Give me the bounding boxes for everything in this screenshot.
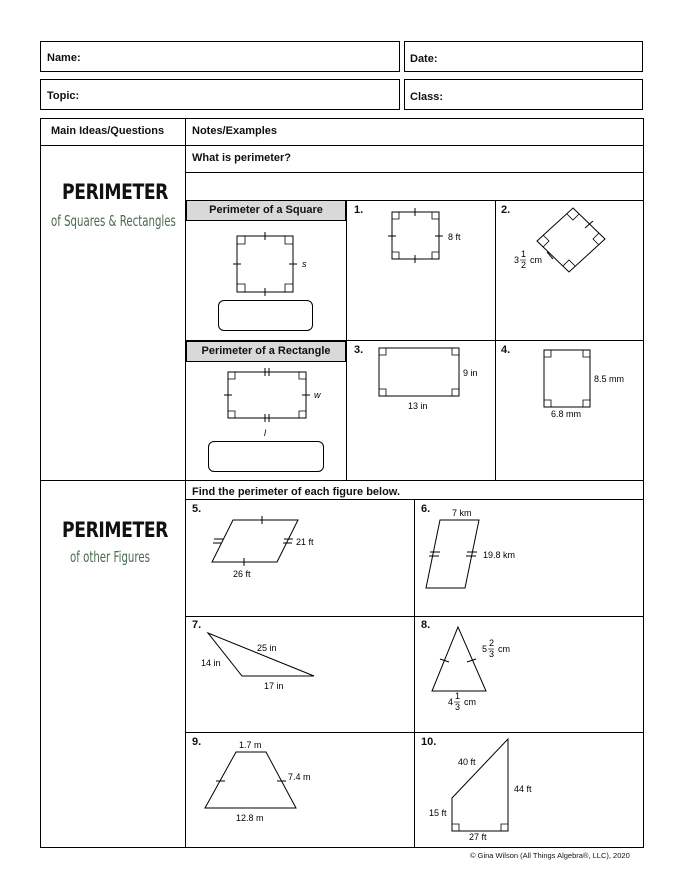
col-line xyxy=(414,499,415,848)
find-perimeter-instruction: Find the perimeter of each figure below. xyxy=(192,486,401,498)
problem-2-diamond xyxy=(510,204,620,284)
section2-title: PERIMETER xyxy=(62,518,169,542)
problem-6-parallelogram xyxy=(424,506,534,596)
col-line xyxy=(346,200,347,480)
problem-3-number: 3. xyxy=(354,344,364,356)
problem-6-number: 6. xyxy=(421,503,431,515)
rect-width-label: w xyxy=(314,390,321,400)
problem-5-parallelogram xyxy=(205,512,335,587)
main-ideas-header: Main Ideas/Questions xyxy=(51,125,165,137)
square-answer-box[interactable] xyxy=(218,300,313,331)
problem-10-slant: 40 ft xyxy=(458,757,476,767)
problem-2-unit: cm xyxy=(530,255,542,265)
date-field[interactable] xyxy=(404,41,643,72)
problem-7-triangle xyxy=(196,628,326,698)
problem-1-square xyxy=(388,208,478,268)
rectangle-answer-box[interactable] xyxy=(208,441,324,472)
problem-8-base-unit: cm xyxy=(464,697,476,707)
problem-4-rectangle xyxy=(540,348,640,420)
problem-4-number: 4. xyxy=(501,344,511,356)
problem-3-rectangle xyxy=(375,346,490,416)
square-side-label: s xyxy=(302,259,307,269)
problem-1-label: 8 ft xyxy=(448,232,461,242)
header-row-divider xyxy=(40,145,644,146)
problem-7-left: 14 in xyxy=(201,658,221,668)
problem-1-number: 1. xyxy=(354,204,364,216)
name-field[interactable] xyxy=(40,41,400,72)
problem-8-side-whole: 5 xyxy=(482,644,488,654)
perimeter-question: What is perimeter? xyxy=(192,152,292,164)
topic-label: Topic: xyxy=(47,90,80,102)
problem-8-base-whole: 4 xyxy=(448,697,454,707)
problem-3-width: 9 in xyxy=(463,368,478,378)
problem-5-number: 5. xyxy=(192,503,202,515)
row-line xyxy=(186,732,644,733)
problem-2-whole: 3 xyxy=(514,255,520,265)
section1-subtitle: of Squares & Rectangles xyxy=(51,212,176,230)
problem-10-left: 15 ft xyxy=(429,808,447,818)
problem-8-side-den: 3 xyxy=(489,649,495,659)
problem-2-den: 2 xyxy=(521,260,527,270)
square-heading: Perimeter of a Square xyxy=(186,200,346,221)
section1-title: PERIMETER xyxy=(62,180,169,204)
problem-9-top: 1.7 m xyxy=(239,740,262,750)
section-divider xyxy=(40,480,644,481)
problem-2-number: 2. xyxy=(501,204,511,216)
problem-6-side: 19.8 km xyxy=(483,550,516,560)
problem-9-base: 12.8 m xyxy=(236,813,264,823)
problem-10-number: 10. xyxy=(421,736,437,748)
notes-examples-header: Notes/Examples xyxy=(192,125,277,137)
problem-8-base-den: 3 xyxy=(455,702,461,712)
name-label: Name: xyxy=(47,52,81,64)
problem-3-length: 13 in xyxy=(408,401,428,411)
col-line xyxy=(495,200,496,480)
problem-7-hyp: 25 in xyxy=(257,643,277,653)
problem-10-trapezoid xyxy=(425,736,545,844)
row-line xyxy=(186,499,644,500)
problem-8-side-num: 2 xyxy=(489,638,495,648)
problem-8-number: 8. xyxy=(421,619,431,631)
class-label: Class: xyxy=(410,91,444,103)
problem-7-number: 7. xyxy=(192,619,202,631)
problem-8-triangle xyxy=(428,624,538,716)
problem-4-width: 8.5 mm xyxy=(594,374,625,384)
problem-10-base: 27 ft xyxy=(469,832,487,842)
square-diagram xyxy=(230,230,310,300)
problem-9-trapezoid xyxy=(200,738,325,828)
problem-5-side: 21 ft xyxy=(296,537,314,547)
problem-4-length: 6.8 mm xyxy=(551,409,582,419)
problem-2-num: 1 xyxy=(521,249,527,259)
rectangle-heading: Perimeter of a Rectangle xyxy=(186,341,346,362)
section2-subtitle: of other Figures xyxy=(70,548,150,566)
topic-field[interactable] xyxy=(40,79,400,110)
problem-6-top: 7 km xyxy=(452,508,472,518)
problem-9-side: 7.4 m xyxy=(288,772,311,782)
problem-5-base: 26 ft xyxy=(233,569,251,579)
problem-9-number: 9. xyxy=(192,736,202,748)
problem-10-right: 44 ft xyxy=(514,784,532,794)
copyright-footer: © Gina Wilson (All Things Algebra®, LLC), 2020 xyxy=(470,851,630,860)
date-label: Date: xyxy=(410,53,438,65)
rectangle-diagram xyxy=(222,366,332,441)
problem-8-base-num: 1 xyxy=(455,691,461,701)
row-line xyxy=(186,172,644,173)
column-divider xyxy=(185,118,186,848)
problem-8-side-unit: cm xyxy=(498,644,510,654)
row-line xyxy=(186,616,644,617)
rect-length-label: l xyxy=(264,428,266,438)
problem-7-base: 17 in xyxy=(264,681,284,691)
